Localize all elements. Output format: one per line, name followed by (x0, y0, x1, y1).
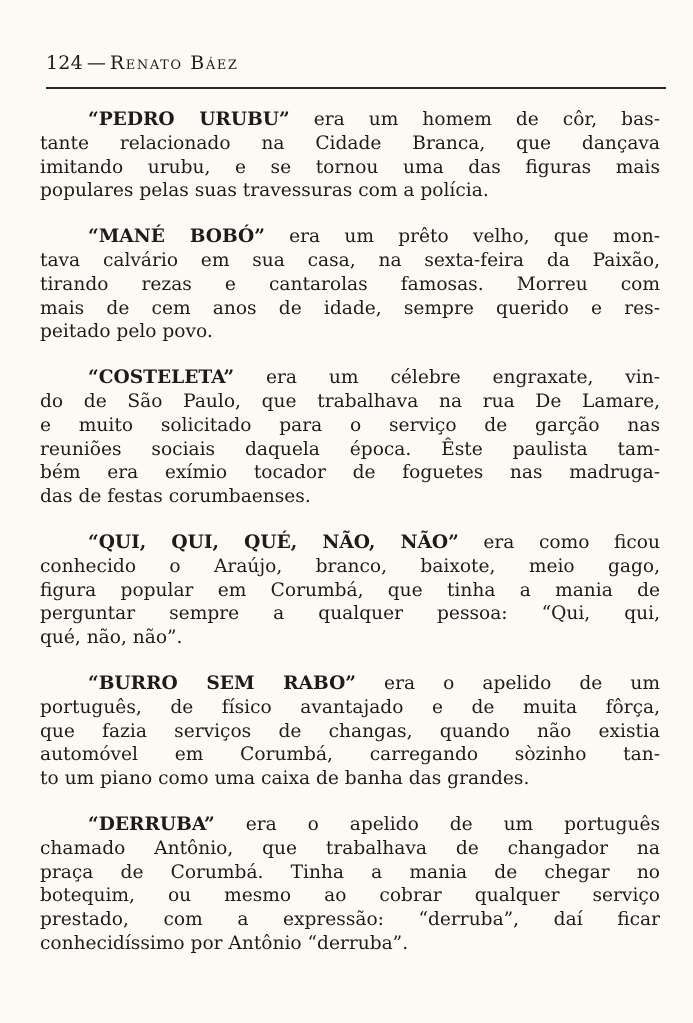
line-text: era um homem de côr, bas- (289, 109, 660, 130)
paragraph-line: chamado Antônio, que trabalhava de changador na (40, 837, 660, 859)
paragraph-derruba (40, 813, 660, 956)
paragraph-line: português, de físico avantajado e de muita fôrça, (40, 696, 660, 718)
paragraph-line (40, 531, 660, 555)
nickname: “QUI, QUI, QUÉ, NÃO, NÃO” (88, 531, 459, 553)
paragraph-line: bém era exímio tocador de foguetes nas madruga- (40, 462, 660, 484)
paragraph-line (40, 225, 660, 249)
nickname: “DERRUBA” (88, 813, 215, 835)
paragraph-line: e muito solicitado para o serviço de garção nas (40, 414, 660, 436)
line-text: era o apelido de um português (214, 813, 660, 835)
paragraph-line: figura popular em Corumbá, que tinha a mania de (40, 579, 660, 601)
paragraph-line: imitando urubu, e se tornou uma das figuras mais (40, 156, 660, 178)
running-header (46, 50, 666, 90)
paragraph-line: prestado, com a expressão: “derruba”, daí ficar (40, 909, 660, 931)
line-text: era um célebre engraxate, vin- (234, 367, 660, 389)
line-text: era um prêto velho, que mon- (264, 226, 660, 248)
paragraph-costeleta (40, 366, 660, 509)
nickname: “MANÉ BOBÓ” (88, 226, 265, 248)
paragraph-line: do de São Paulo, que trabalhava na rua De Lamare, (40, 390, 660, 412)
paragraph-line: qué, não, não”. (40, 627, 183, 649)
line-text: era o apelido de um (356, 672, 660, 694)
paragraph-burro-sem-rabo (40, 672, 660, 791)
paragraph-line: automóvel em Corumbá, carregando sòzinho tan- (40, 744, 660, 766)
paragraph-line: tava calvário em sua casa, na sexta-feira da Paixão, (40, 249, 660, 271)
paragraph-line: botequim, ou mesmo ao cobrar qualquer serviço (40, 885, 660, 907)
paragraph-line: peitado pelo povo. (40, 321, 213, 343)
page-number: 124 (46, 52, 83, 74)
paragraph-pedro-urubu (40, 108, 660, 203)
line-text: era como ficou (458, 531, 660, 553)
author-name: Renato Báez (109, 52, 239, 74)
paragraph-line: das de festas corumbaenses. (40, 486, 311, 508)
nickname: “PEDRO URUBU” (88, 109, 290, 130)
paragraph-line: mais de cem anos de idade, sempre querido e res- (40, 297, 660, 319)
header-dash: — (86, 52, 106, 74)
paragraph-qui-qui-que (40, 531, 660, 650)
paragraph-line: praça de Corumbá. Tinha a mania de chegar no (40, 861, 660, 883)
paragraph-line: to um piano como uma caixa de banha das grandes. (40, 768, 530, 790)
paragraph-line (40, 813, 660, 837)
paragraph-mane-bobo (40, 225, 660, 344)
paragraph-line (40, 366, 660, 390)
header-rule (46, 87, 666, 89)
paragraph-line: reuniões sociais daquela época. Êste paulista tam- (40, 438, 660, 460)
paragraph-line: tante relacionado na Cidade Branca, que dançava (40, 132, 660, 154)
paragraph-line: perguntar sempre a qualquer pessoa: “Qui, qui, (40, 603, 660, 625)
paragraph-line (40, 108, 660, 132)
page-body (40, 108, 660, 978)
nickname: “BURRO SEM RABO” (88, 672, 356, 694)
paragraph-line: conhecido o Araújo, branco, baixote, meio gago, (40, 555, 660, 577)
paragraph-line: tirando rezas e cantarolas famosas. Morreu com (40, 273, 660, 295)
paragraph-line: conhecidíssimo por Antônio “derruba”. (40, 932, 409, 954)
paragraph-line: populares pelas suas travessuras com a polícia. (40, 180, 489, 202)
paragraph-line (40, 672, 660, 696)
nickname: “COSTELETA” (88, 367, 235, 389)
paragraph-line: que fazia serviços de changas, quando não existia (40, 720, 660, 742)
